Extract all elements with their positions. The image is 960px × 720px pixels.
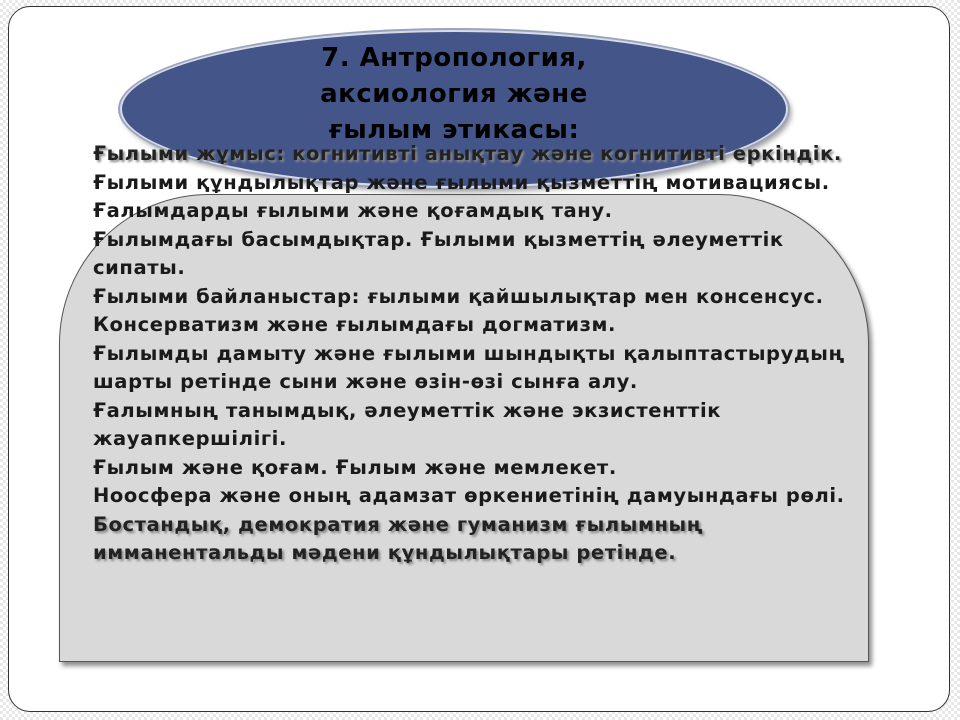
list-item: Бостандық, демократия және гуманизм ғылымның имманентальды мәдени құндылықтары ретінде. bbox=[93, 512, 704, 564]
list-item: Ғылымды дамыту және ғылыми шындықты қалыптастырудың шарты ретінде сыни және өзін-өзі сынға алу. bbox=[93, 341, 845, 393]
title-line: 7. Антропология, bbox=[321, 43, 587, 73]
slide-title bbox=[268, 40, 640, 148]
list-item: Ноосфера және оның адамзат өркениетінің дамуындағы рөлі. bbox=[93, 484, 845, 507]
list-item: Ғалымдарды ғылыми және қоғамдық тану. bbox=[93, 199, 613, 222]
list-item: Консерватизм және ғылымдағы догматизм. bbox=[93, 313, 617, 336]
list-item: Ғылыми жұмыс: когнитивті анықтау және когнитивті еркіндік. bbox=[93, 142, 842, 165]
list-item: Ғылыми құндылықтар және ғылыми қызметтің мотивациясы. bbox=[93, 170, 830, 194]
list-item: Ғалымның танымдық, әлеуметтік және экзистенттік жауапкершілігі. bbox=[93, 398, 722, 450]
topic-list bbox=[93, 140, 873, 568]
title-line: аксиология және bbox=[320, 79, 588, 109]
list-item: Ғылыми байланыстар: ғылыми қайшылықтар мен консенсус. bbox=[93, 284, 824, 308]
list-item: Ғылымдағы басымдықтар. Ғылыми қызметтің әлеуметтік сипаты. bbox=[93, 227, 784, 279]
title-line: ғылым этикасы: bbox=[328, 115, 580, 145]
list-item: Ғылым және қоғам. Ғылым және мемлекет. bbox=[93, 455, 617, 479]
